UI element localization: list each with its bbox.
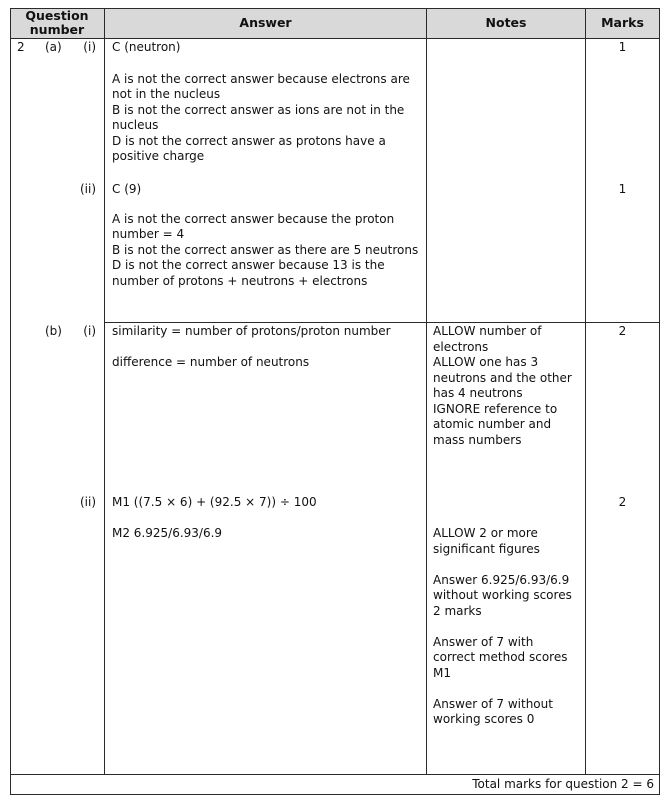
notes-line: working scores 0: [433, 712, 535, 726]
answer-line: A is not the correct answer because the proton: [112, 212, 395, 226]
part-b-i-label: (i): [83, 324, 96, 338]
header-notes: Notes: [485, 15, 527, 30]
answer-column-border: [426, 8, 427, 774]
notes-line: 2 marks: [433, 604, 482, 618]
answer-line: similarity = number of protons/proton number: [112, 324, 391, 338]
notes-line: neutrons and the other: [433, 371, 572, 385]
part-b-ii-marks: 2: [618, 495, 627, 509]
table-left-border: [10, 8, 11, 795]
question-column-border: [104, 8, 105, 774]
part-b-label: (b): [45, 324, 62, 338]
answer-line: C (neutron): [112, 40, 181, 54]
notes-line: Answer of 7 without: [433, 697, 553, 711]
part-b-i-marks: 2: [618, 324, 627, 338]
answer-line: difference = number of neutrons: [112, 355, 310, 369]
question-number: 2: [17, 40, 25, 54]
answer-line: number of protons + neutrons + electrons: [112, 274, 368, 288]
notes-line: IGNORE reference to: [433, 402, 558, 416]
answer-line: B is not the correct answer as ions are not in the: [112, 103, 405, 117]
notes-line: electrons: [433, 340, 489, 354]
answer-line: not in the nucleus: [112, 87, 221, 101]
answer-line: number = 4: [112, 227, 185, 241]
answer-line: A is not the correct answer because electrons are: [112, 72, 410, 86]
part-a-i-label: (i): [83, 40, 96, 54]
part-a-ii-label: (ii): [79, 182, 96, 196]
part-b-ii-label: (ii): [79, 495, 96, 509]
notes-line: mass numbers: [433, 433, 522, 447]
answer-line: D is not the correct answer because 13 is the: [112, 258, 385, 272]
answer-line: M1 ((7.5 × 6) + (92.5 × 7)) ÷ 100: [112, 495, 317, 509]
table-top-border: [10, 8, 660, 9]
notes-line: ALLOW number of: [433, 324, 542, 338]
notes-line: ALLOW 2 or more: [433, 526, 538, 540]
header-question-number: Question number: [25, 8, 89, 37]
notes-line: without working scores: [433, 588, 572, 602]
part-a-i-marks: 1: [618, 40, 627, 54]
part-a-label: (a): [45, 40, 62, 54]
answer-line: C (9): [112, 182, 142, 196]
total-marks: Total marks for question 2 = 6: [472, 777, 654, 791]
notes-line: atomic number and: [433, 417, 552, 431]
total-row-top-border: [10, 774, 660, 775]
answer-line: M2 6.925/6.93/6.9: [112, 526, 223, 540]
header-answer: Answer: [239, 15, 292, 30]
notes-line: ALLOW one has 3: [433, 355, 539, 369]
notes-line: significant figures: [433, 542, 540, 556]
header-bottom-border: [10, 38, 660, 39]
notes-column-border: [585, 8, 586, 774]
answer-line: B is not the correct answer as there are 5 neutrons: [112, 243, 419, 257]
table-right-border: [659, 8, 660, 795]
notes-line: Answer of 7 with: [433, 635, 534, 649]
notes-line: M1: [433, 666, 451, 680]
answer-line: positive charge: [112, 149, 205, 163]
notes-line: has 4 neutrons: [433, 386, 523, 400]
answer-line: nucleus: [112, 118, 159, 132]
answer-line: D is not the correct answer as protons have a: [112, 134, 386, 148]
notes-line: Answer 6.925/6.93/6.9: [433, 573, 570, 587]
part-b-divider: [105, 322, 660, 323]
notes-line: correct method scores: [433, 650, 568, 664]
header-marks: Marks: [601, 15, 644, 30]
table-bottom-border: [10, 794, 660, 795]
part-a-ii-marks: 1: [618, 182, 627, 196]
